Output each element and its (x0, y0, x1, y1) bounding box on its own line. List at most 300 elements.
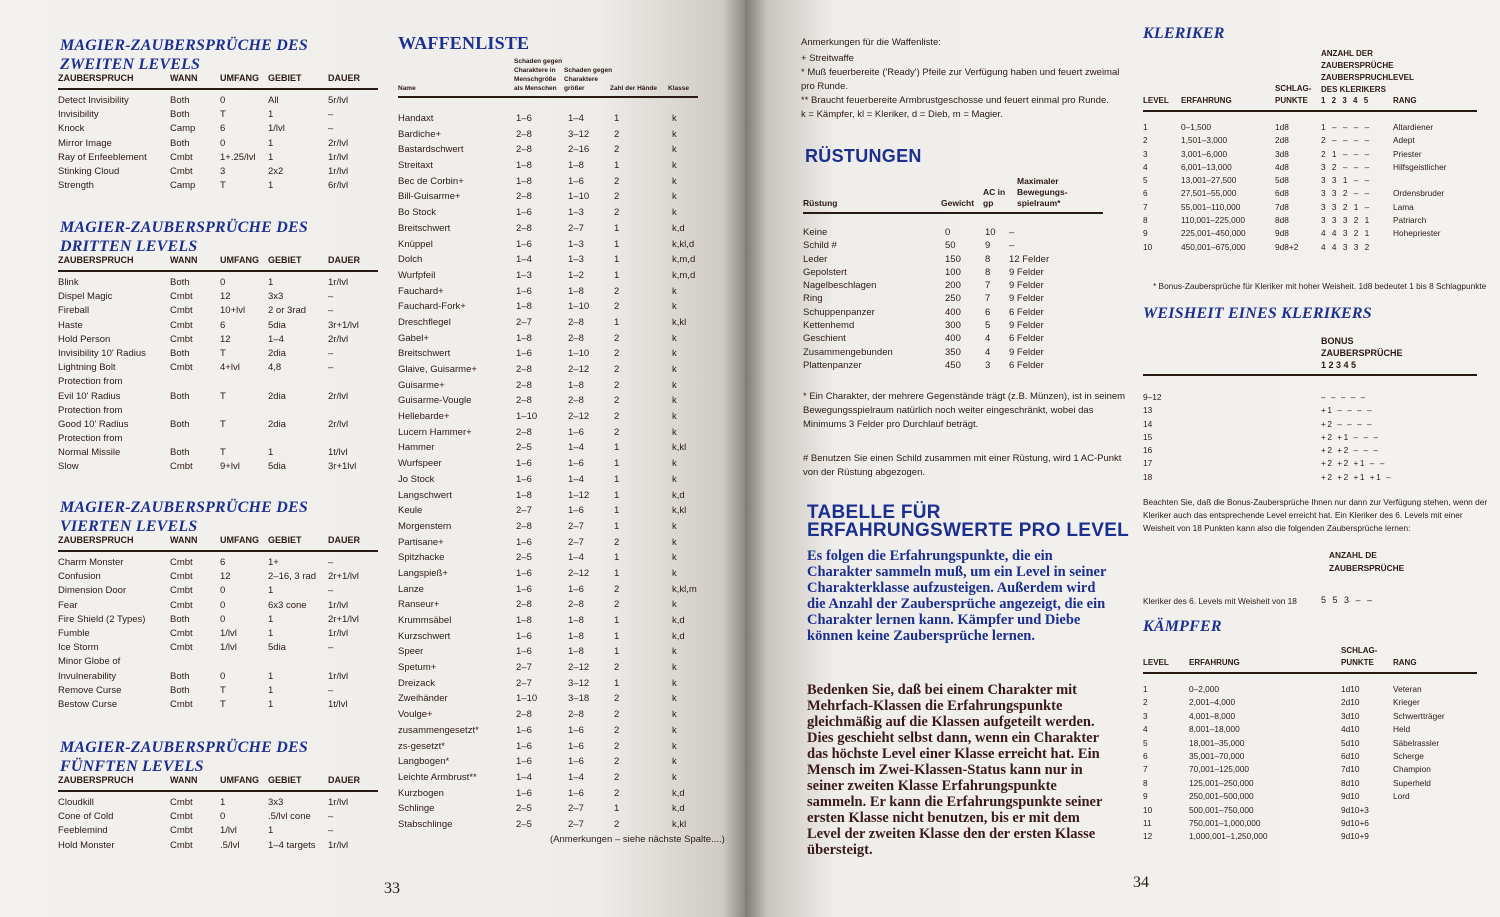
table-cell: Ring (803, 293, 823, 305)
table-cell: k (672, 113, 677, 124)
table-cell: 1 (614, 160, 620, 172)
table-cell: 10+lvl (220, 305, 246, 317)
table-row (398, 677, 698, 693)
table-cell: Protection from (58, 376, 123, 388)
table-cell: 2 (614, 285, 620, 297)
column-header: BONUS ZAUBERSPRÜCHE 1 2 3 4 5 (1321, 336, 1403, 370)
table-cell: 2r+1/lvl (328, 571, 359, 583)
table-cell: Cone of Cold (58, 811, 114, 823)
table-cell: – – – – – (1321, 392, 1367, 402)
table-row (1143, 240, 1477, 253)
table-cell: Langspieß+ (398, 567, 448, 579)
table-row (58, 404, 378, 418)
table-cell: 2–8 (516, 364, 532, 375)
table-cell: 1–6 (568, 505, 584, 517)
table-cell: 1+.25/lvl (220, 151, 256, 163)
table-cell: 1–8 (516, 175, 532, 187)
table-row (58, 584, 378, 598)
table-cell: k (672, 395, 677, 407)
table-cell: 16 (1143, 445, 1153, 456)
weapon-note: + Streitwaffe (801, 53, 854, 64)
table-cell: 1/lvl (268, 123, 285, 135)
table-row (398, 143, 698, 159)
table-cell: 2 (614, 175, 620, 187)
table-cell: 2dia (268, 347, 286, 359)
table-cell: Adept (1393, 135, 1415, 146)
spell-level-header: ANZAHL DER ZAUBERSPRÜCHE ZAUBERSPRUCHLEVEL DES KLERIKERS (1321, 49, 1414, 94)
table-cell: 2 (614, 724, 620, 736)
table-row (398, 724, 698, 740)
table-cell: 1r/lvl (328, 670, 349, 682)
table-cell: k (672, 473, 677, 485)
table-row (1143, 390, 1477, 403)
table-cell: 13,001–27,500 (1181, 175, 1237, 186)
table-cell: Ranseur+ (398, 599, 440, 611)
table-cell: 200 (945, 280, 961, 292)
table-row (398, 347, 698, 363)
table-cell: 1–8 (568, 646, 584, 658)
table-cell: Dispel Magic (58, 291, 113, 303)
column-header: Zahl der Hände (610, 85, 657, 92)
table-cell: 1–6 (516, 630, 532, 642)
table-cell: Minor Globe of (58, 656, 121, 668)
table-cell: 1–6 (516, 724, 532, 736)
table-cell: 100 (945, 266, 961, 278)
table-cell: k (672, 332, 677, 344)
table-cell: 3–12 (568, 128, 590, 140)
table-cell: Lama (1393, 201, 1414, 212)
table-row (398, 661, 698, 677)
table-cell: 0 (945, 227, 951, 238)
table-cell: 6 Felder (1009, 306, 1044, 318)
table-cell: 2–8 (516, 426, 532, 438)
table-row (803, 266, 1103, 279)
table-row (398, 379, 698, 395)
table-cell: 8d10 (1341, 777, 1360, 788)
table-cell: 1–6 (516, 536, 532, 548)
table-cell: 2–8 (568, 316, 584, 328)
table-cell: Both (170, 277, 190, 288)
table-cell: k (672, 364, 677, 375)
table-row (58, 94, 378, 108)
table-cell: 2 (614, 364, 620, 375)
table-cell: 2 (614, 536, 620, 548)
table-row (58, 698, 378, 712)
table-cell: Dolch (398, 254, 423, 266)
wisdom-title: WEISHEIT EINES KLERIKERS (1143, 305, 1372, 322)
table-cell: 2 (614, 426, 620, 438)
table-row (1143, 403, 1477, 416)
table-cell: 2 (614, 395, 620, 407)
table-cell: Feeblemind (58, 825, 108, 837)
table-cell: 35,001–70,000 (1189, 750, 1245, 761)
table-row (58, 319, 378, 333)
table-cell: Evil 10' Radius (58, 390, 121, 402)
column-header: ERFAHRUNG (1189, 658, 1240, 667)
table-row (398, 175, 698, 191)
table-cell: 1–10 (568, 348, 590, 360)
table-cell: Cmbt (170, 362, 193, 374)
table-row (1143, 213, 1477, 226)
column-header: Klasse (668, 85, 689, 92)
table-cell: k,m,d (672, 269, 696, 281)
table-cell: 2 (614, 662, 620, 674)
table-cell: Both (170, 390, 190, 402)
table-cell: Fauchard+ (398, 285, 444, 297)
table-cell: 450 (945, 359, 961, 371)
table-cell: 1–6 (568, 583, 584, 595)
table-cell: 2–8 (516, 599, 532, 611)
table-cell: 400 (945, 306, 961, 318)
table-row (398, 818, 698, 834)
table-cell: Stabschlinge (398, 818, 453, 830)
weapon-note: k = Kämpfer, kl = Kleriker, d = Dieb, m = Magier. (801, 109, 1003, 120)
table-cell: 1–3 (568, 207, 584, 219)
table-cell: 1–4 (568, 771, 584, 783)
table-cell: Lightning Bolt (58, 362, 116, 374)
table-row (398, 410, 698, 426)
table-cell: 4+lvl (220, 362, 240, 374)
table-cell: Schlinge (398, 803, 435, 815)
table-cell: 1–6 (516, 787, 532, 799)
table-cell: zusammengesetzt* (398, 724, 479, 736)
table-header (803, 170, 1103, 214)
table-row (398, 473, 698, 489)
table-cell: 1 (268, 137, 274, 149)
table-cell: 17 (1143, 458, 1153, 469)
table-row (1143, 443, 1477, 456)
table-cell: k,kl (672, 442, 687, 454)
table-row (398, 630, 698, 646)
table-cell: Hellebarde+ (398, 411, 450, 423)
table-cell: Cmbt (170, 151, 193, 163)
table-row (1143, 120, 1477, 133)
table-row (398, 755, 698, 771)
table-row (58, 179, 378, 193)
table-row (398, 614, 698, 630)
table-cell: 1/lvl (220, 642, 237, 654)
table-cell: Fauchard-Fork+ (398, 301, 466, 313)
table-cell: 5 (985, 320, 991, 332)
table-cell: 1 (268, 670, 274, 682)
table-cell: k,d (672, 615, 685, 626)
table-row (58, 627, 378, 641)
table-cell: 5 (1143, 175, 1148, 186)
table-cell: 11 (1143, 817, 1152, 828)
table-cell: Nagelbeschlagen (803, 280, 877, 292)
table-cell: 1–4 (568, 552, 584, 564)
table-cell: 1r/lvl (328, 627, 349, 639)
table-cell: 2r+1/lvl (328, 613, 359, 625)
table-cell: 4,001–8,000 (1189, 710, 1236, 721)
table-cell: 1 (1143, 122, 1148, 132)
table-cell: Cmbt (170, 797, 193, 808)
table-cell: 8 (985, 266, 991, 278)
table-cell: 6 (985, 306, 991, 318)
table-cell: Hilfsgeistlicher (1393, 161, 1447, 172)
table-row (58, 347, 378, 361)
table-cell: Camp (170, 180, 196, 192)
table-cell: 1–6 (516, 473, 532, 485)
table-cell: k (672, 175, 677, 187)
table-cell: 2 (614, 740, 620, 752)
table-cell: 1–3 (516, 269, 532, 281)
table-cell: 1 (614, 442, 620, 454)
wisdom-example-header: ANZAHL DE ZAUBERSPRÜCHE (1329, 550, 1405, 573)
table-cell: T (220, 447, 226, 459)
table-cell: 18 (1143, 471, 1153, 482)
table-cell: Breitschwert (398, 348, 451, 360)
table-cell: 9d10 (1341, 791, 1360, 802)
table-cell: Camp (170, 123, 196, 135)
table-cell: .5/lvl (220, 839, 240, 851)
table-cell: Cmbt (170, 305, 193, 317)
column-header: WANN (170, 254, 198, 265)
table-row (58, 375, 378, 389)
table-row (1143, 722, 1477, 735)
table-row (398, 159, 698, 175)
table-cell: 12 (220, 333, 231, 345)
table-row (1143, 682, 1477, 695)
column-header: WANN (170, 72, 198, 83)
table-cell: 2–8 (516, 379, 532, 391)
section-title: MAGIER-ZAUBERSPRÜCHE DES DRITTEN LEVELS (60, 219, 308, 255)
fighter-title: KÄMPFER (1143, 618, 1222, 635)
table-cell: k (672, 599, 677, 611)
table-cell: Veteran (1393, 684, 1422, 694)
table-cell: Cmbt (170, 333, 193, 345)
table-header (58, 774, 378, 792)
table-cell: – (328, 109, 334, 121)
table-cell: k (672, 520, 677, 532)
table-cell: 2 (614, 207, 620, 219)
table-cell: Krieger (1393, 697, 1420, 708)
table-cell: 225,001–450,000 (1181, 228, 1246, 239)
table-cell: – (328, 305, 334, 317)
table-cell: 2–8 (516, 222, 532, 234)
table-cell: 0 (220, 137, 226, 149)
table-row (1143, 133, 1477, 146)
table-cell: 12 Felder (1009, 253, 1050, 265)
table-cell: Fireball (58, 305, 90, 317)
table-cell: Speer (398, 646, 424, 658)
table-cell: 1–6 (516, 567, 532, 579)
table-cell: 1 (614, 489, 620, 501)
table-cell: 2 (614, 128, 620, 140)
table-cell: T (220, 390, 226, 402)
table-cell: Dreschflegel (398, 316, 451, 328)
table-cell: – (1009, 227, 1015, 238)
table-cell: 1–10 (516, 693, 538, 705)
table-cell: Bardiche+ (398, 128, 442, 140)
table-cell: Lanze (398, 583, 424, 595)
table-cell: Strength (58, 180, 94, 192)
table-cell: Schwertträger (1393, 710, 1445, 721)
table-cell: 250,001–500,000 (1189, 791, 1254, 802)
table-row (1143, 456, 1477, 469)
table-cell: 2 – – – – (1321, 135, 1372, 146)
weapon-table (398, 56, 698, 834)
column-header: ZAUBERSPRUCH (58, 72, 134, 83)
table-cell: 9+lvl (220, 461, 240, 473)
table-cell: – (328, 825, 334, 837)
table-cell: Protection from (58, 433, 123, 445)
table-cell: 2–7 (516, 677, 532, 689)
table-cell: k (672, 662, 677, 674)
spell-table (58, 774, 378, 853)
table-cell: 750,001–1,000,000 (1189, 817, 1261, 828)
table-cell: 1 (614, 803, 620, 815)
column-header: 1 2 3 4 5 (1321, 96, 1371, 105)
table-cell: 1 (614, 473, 620, 485)
table-cell: 9 Felder (1009, 266, 1044, 278)
table-cell: 2–7 (568, 520, 584, 532)
table-cell: 2–7 (516, 505, 532, 517)
table-cell: Zusammengebunden (803, 346, 893, 358)
table-cell: k (672, 536, 677, 548)
table-cell: 2 1 – – – (1321, 148, 1372, 159)
table-cell: 9d10+3 (1341, 804, 1369, 815)
table-cell: 2–8 (516, 709, 532, 721)
table-row (803, 332, 1103, 345)
table-cell: 2 or 3rad (268, 305, 307, 317)
table-cell: 5d10 (1341, 737, 1360, 748)
column-header: RANG (1393, 658, 1417, 667)
table-row (398, 457, 698, 473)
table-cell: Spetum+ (398, 662, 437, 674)
table-cell: 1r/lvl (328, 599, 349, 611)
column-header: LEVEL (1143, 658, 1169, 667)
table-cell: Krummsäbel (398, 615, 452, 626)
table-cell: 2–7 (516, 316, 532, 328)
table-cell: 0–1,500 (1181, 122, 1211, 132)
table-cell: 2 (614, 301, 620, 313)
table-cell: 5d8 (1275, 175, 1289, 186)
table-row (1143, 789, 1477, 802)
table-row (1143, 776, 1477, 789)
column-header: GEBIET (268, 534, 302, 545)
table-cell: 2r/lvl (328, 390, 349, 402)
table-cell: 6r/lvl (328, 180, 349, 192)
table-cell: 3r+1/lvl (328, 319, 359, 331)
table-row (803, 359, 1103, 372)
table-cell: Partisane+ (398, 536, 444, 548)
table-cell: 5dia (268, 461, 286, 473)
table-row (1143, 736, 1477, 749)
table-cell: 55,001–110,000 (1181, 201, 1241, 212)
table-cell: 27,501–55,000 (1181, 188, 1237, 199)
table-row (398, 536, 698, 552)
table-cell: 4 (1143, 724, 1148, 735)
table-cell: 18,001–35,000 (1189, 737, 1245, 748)
table-cell: k (672, 677, 677, 689)
table-cell: 1–6 (516, 756, 532, 768)
table-cell: 2 (614, 771, 620, 783)
wisdom-table (1143, 326, 1477, 483)
table-cell: Dimension Door (58, 585, 127, 597)
table-cell: 1 (614, 677, 620, 689)
table-cell: Patriarch (1393, 215, 1427, 226)
table-cell: Ray of Enfeeblement (58, 151, 147, 163)
table-cell: 1/lvl (220, 825, 237, 837)
table-cell: 1d8 (1275, 122, 1289, 132)
table-cell: 1 (614, 552, 620, 564)
table-row (398, 253, 698, 269)
table-cell: 1r/lvl (328, 151, 349, 163)
table-row (58, 276, 378, 290)
column-header: ZAUBERSPRUCH (58, 534, 134, 545)
table-cell: 1–6 (516, 207, 532, 219)
table-cell: Cloudkill (58, 797, 94, 808)
column-header: LEVEL (1143, 96, 1169, 105)
table-cell: Normal Missile (58, 447, 121, 459)
table-cell: 1t/lvl (328, 698, 348, 710)
table-cell: 1–8 (516, 332, 532, 344)
table-cell: k,d (672, 222, 685, 234)
table-cell: Blink (58, 277, 79, 288)
column-header: Schaden gegen Charaktere in Menschgröße als Menschen (514, 58, 563, 92)
table-cell: Kettenhemd (803, 320, 855, 332)
table-cell: Mirror Image (58, 137, 112, 149)
table-cell: – (328, 642, 334, 654)
table-cell: 2–7 (568, 222, 584, 234)
column-header: AC in gp (983, 187, 1006, 208)
table-cell: +2 +1 – – – (1321, 431, 1380, 442)
table-row (58, 122, 378, 136)
table-cell: 2–16 (568, 144, 590, 156)
table-row (58, 333, 378, 347)
section-title: MAGIER-ZAUBERSPRÜCHE DES FÜNFTEN LEVELS (60, 739, 308, 775)
table-cell: Guisarme-Vougle (398, 395, 472, 407)
table-cell: Bill-Guisarme+ (398, 191, 461, 203)
table-cell: 2r/lvl (328, 137, 349, 149)
table-cell: 50 (945, 240, 956, 252)
table-row (398, 708, 698, 724)
table-cell: 0 (220, 811, 226, 823)
table-cell: k (672, 552, 677, 564)
table-row (1143, 147, 1477, 160)
table-cell: 0 (220, 613, 226, 625)
table-cell: 2–7 (568, 818, 584, 830)
table-cell: 1–4 (268, 333, 284, 345)
table-cell: 1–6 (568, 724, 584, 736)
table-cell: 2–8 (516, 395, 532, 407)
table-cell: k,d (672, 803, 685, 815)
table-cell: k (672, 207, 677, 219)
table-cell: 2dia (268, 390, 286, 402)
table-cell: Scherge (1393, 750, 1424, 761)
table-row (1143, 829, 1477, 842)
table-cell: k,kl,m (672, 583, 697, 595)
table-cell: – (328, 347, 334, 359)
table-cell: Plattenpanzer (803, 359, 862, 371)
table-row (58, 151, 378, 165)
table-cell: 6 Felder (1009, 359, 1044, 371)
weapon-footer: (Anmerkungen – siehe nächste Spalte....) (550, 834, 725, 845)
table-cell: 2 (614, 191, 620, 203)
table-cell: 3–18 (568, 693, 590, 705)
column-header: DAUER (328, 774, 361, 785)
table-cell: T (220, 684, 226, 696)
table-cell: k (672, 160, 677, 172)
table-cell: k (672, 771, 677, 783)
table-cell: k (672, 740, 677, 752)
table-cell: 400 (945, 333, 961, 345)
table-row (58, 460, 378, 474)
table-row (398, 645, 698, 661)
table-cell: 1–6 (516, 285, 532, 297)
table-cell: 1–10 (516, 411, 538, 423)
